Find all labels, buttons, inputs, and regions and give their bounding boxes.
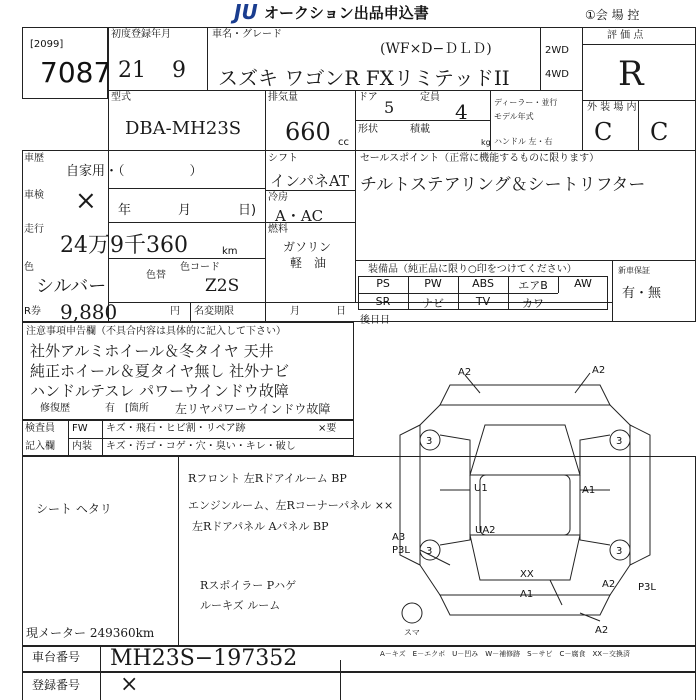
sales-point-label: セールスポイント（正常に機能するものに限ります） <box>360 153 600 164</box>
car-name-value: スズキ ワゴンR FXリミテッドII <box>218 66 510 90</box>
mark-circle3-fr: 3 <box>616 436 623 447</box>
int-grade: C <box>650 118 669 146</box>
mileage-label: 走行 <box>24 224 44 235</box>
inspect-row1-key: FW <box>72 423 88 434</box>
doors-label: ドア <box>358 92 378 103</box>
color-code-value: Z2S <box>205 276 240 296</box>
legend: A－キズ E－エクボ U－凹み W－補修跡 S－サビ C－腐食 XX－交換済 <box>380 650 631 658</box>
mark-a2-rear: A2 <box>602 579 616 590</box>
color-value: シルバー <box>36 276 107 297</box>
warranty-options: 有・無 <box>622 286 662 301</box>
inspect-row1-need: ×要 <box>318 423 337 434</box>
mark-a1-rear: A1 <box>520 589 534 600</box>
inspection-day: 日) <box>238 203 257 218</box>
color-label: 色 <box>24 262 34 273</box>
cc-label: cc <box>338 137 349 148</box>
shape-label: 形状 <box>358 124 378 135</box>
drive-4wd: 4WD <box>545 69 569 80</box>
handle-label: ハンドル 左・右 <box>494 137 553 146</box>
mark-a2-top-right: A2 <box>592 365 606 376</box>
damage-diagram <box>380 365 696 645</box>
repair-detail: 左リヤパワーウインドウ故障 <box>175 402 331 416</box>
mark-a2-top-left: A2 <box>458 367 472 378</box>
inspect-row2-items: キズ・汚ゴ・コゲ・穴・臭い・キレ・破し <box>106 441 296 452</box>
repair-yes: 有 <box>105 403 115 414</box>
mileage-note: 現メーター 249360km <box>26 626 155 640</box>
inspect-row1-items: キズ・飛石・ヒビ割・リペア跡 <box>106 423 246 434</box>
lot-number: 7087 <box>40 56 112 89</box>
equipment-cell-row1-1: PW <box>424 277 442 290</box>
remark-5: ルーキズ ルーム <box>200 599 281 612</box>
km-label: km <box>222 246 238 257</box>
color-code-label: 色コード <box>180 262 220 273</box>
cooler-label: 冷房 <box>268 192 288 203</box>
sales-point-value: チルトステアリング＆シートリフター <box>360 175 646 195</box>
yen-label: 円 <box>170 306 180 317</box>
first-reg-month: 9 <box>172 58 186 83</box>
mark-circle3-rr: 3 <box>616 546 623 557</box>
first-reg-year: 21 <box>118 58 146 83</box>
fuel-diesel: 軽 油 <box>290 256 327 270</box>
mark-ua2: UA2 <box>475 525 496 536</box>
warranty-label: 新車保証 <box>618 266 650 275</box>
capacity-value: 4 <box>455 100 468 124</box>
remark-3: 左Rドアパネル Aパネル BP <box>192 520 329 533</box>
inspection-label: 車検 <box>24 190 44 201</box>
first-reg-label: 初度登録年月 <box>111 29 171 40</box>
name-change-day: 日 <box>336 306 346 317</box>
reg-value: × <box>120 672 139 697</box>
car-name-extra: (WF×D−ＤＬＤ) <box>380 41 492 57</box>
shift-label: シフト <box>268 153 298 164</box>
mileage-value: 24万9千360 <box>60 233 188 258</box>
equipment-cell-row1-0: PS <box>376 277 390 290</box>
capacity-label: 定員 <box>420 92 440 103</box>
remark-4: Rスポイラー Pハゲ <box>200 579 297 592</box>
logo: JU <box>234 0 258 24</box>
fuel-value: ガソリン <box>283 240 332 254</box>
dealer-label: ディーラー・並行 <box>494 98 558 107</box>
drive-2wd: 2WD <box>545 45 569 56</box>
mark-xx: XX <box>520 569 534 580</box>
mark-a3: A3 <box>392 532 406 543</box>
rear-seat-label: 後日日 <box>360 315 390 326</box>
remark-1: Rフロント 左Rドアイルーム BP <box>188 472 347 485</box>
form-title: オークション出品申込書 <box>264 4 429 22</box>
cooler-value: A・AC <box>275 207 324 225</box>
ext-int-label: 外 装 場 内 <box>587 102 637 113</box>
mark-p3l: P3L <box>392 545 410 556</box>
mark-p3l-rear: P3L <box>638 582 656 593</box>
chassis-label: 車台番号 <box>32 650 81 664</box>
venue-control-label: ①会 場 控 <box>585 8 640 22</box>
inspection-value: × <box>75 186 97 216</box>
remark-2: エンジンルーム、左Rコーナーパネル ×× <box>188 499 394 512</box>
grade-score: R <box>618 54 644 94</box>
usage-value: 自家用・（ ） <box>66 164 203 179</box>
shift-value: インパネAT <box>270 172 349 190</box>
inspector-label: 検査員 <box>25 423 55 434</box>
fuel-label: 燃料 <box>268 224 288 235</box>
equipment-label: 装備品（純正品に限り○印をつけてください） <box>368 264 577 275</box>
recycle-value: 9,880 <box>60 300 118 324</box>
mark-a1-right: A1 <box>582 485 596 496</box>
repair-label: 修復歴 <box>40 403 70 414</box>
equipment-cell-row1-3: エアB <box>518 279 548 292</box>
mark-u1: U1 <box>474 483 488 494</box>
mark-suma: スマ <box>404 628 420 637</box>
inspect-row2-key: 内装 <box>72 441 92 452</box>
grade-label: 評 価 点 <box>607 30 644 41</box>
left-frame <box>22 150 108 322</box>
mark-circle3-rl: 3 <box>426 546 433 557</box>
mark-circle3-fl: 3 <box>426 436 433 447</box>
displacement-value: 660 <box>285 118 331 146</box>
mark-a2-bottom: A2 <box>595 625 609 636</box>
recycle-label: R券 <box>24 306 41 317</box>
name-change-month: 月 <box>290 306 300 317</box>
entry-label: 記入欄 <box>25 441 55 452</box>
notes-line2: 純正ホイール＆夏タイヤ無し 社外ナビ <box>30 362 290 380</box>
repair-part: [箇所 <box>125 403 149 414</box>
notes-line3: ハンドルテスレ パワーウインドウ故障 <box>30 382 289 400</box>
chassis-value: MH23S−197352 <box>110 646 298 671</box>
inspection-month: 月 <box>178 203 192 218</box>
equipment-cell-row2-3: カワ <box>522 297 544 310</box>
remark-left: シート ヘタリ <box>36 502 112 516</box>
model-year-label: モデル年式 <box>494 112 534 121</box>
model-type-label: 型式 <box>111 92 131 103</box>
load-label: 積載 <box>410 124 430 135</box>
name-change-label: 名変期限 <box>194 306 234 317</box>
inspection-year: 年 <box>118 203 132 218</box>
car-name-label: 車名・グレード <box>212 29 282 40</box>
color-no-label: 色替 <box>146 270 166 281</box>
kg-label: kg <box>481 138 491 147</box>
lot-code: [2099] <box>30 39 64 50</box>
displacement-label: 排気量 <box>268 92 298 103</box>
model-type-value: DBA-MH23S <box>125 118 242 139</box>
notes-label: 注意事項申告欄（不具合内容は具体的に記入して下さい） <box>26 326 286 337</box>
reg-label: 登録番号 <box>32 678 81 692</box>
equipment-cell-row1-4: AW <box>574 277 592 290</box>
equipment-cell-row2-2: TV <box>475 295 491 308</box>
usage-label: 車歴 <box>24 153 44 164</box>
doors-value: 5 <box>384 98 395 117</box>
equipment-cell-row1-2: ABS <box>472 277 494 290</box>
equipment-cell-row2-0: SR <box>375 295 391 308</box>
equipment-cell-row2-1: ナビ <box>422 297 444 310</box>
ext-grade: C <box>594 118 613 146</box>
notes-line1: 社外アルミホイール＆冬タイヤ 天井 <box>30 342 274 360</box>
